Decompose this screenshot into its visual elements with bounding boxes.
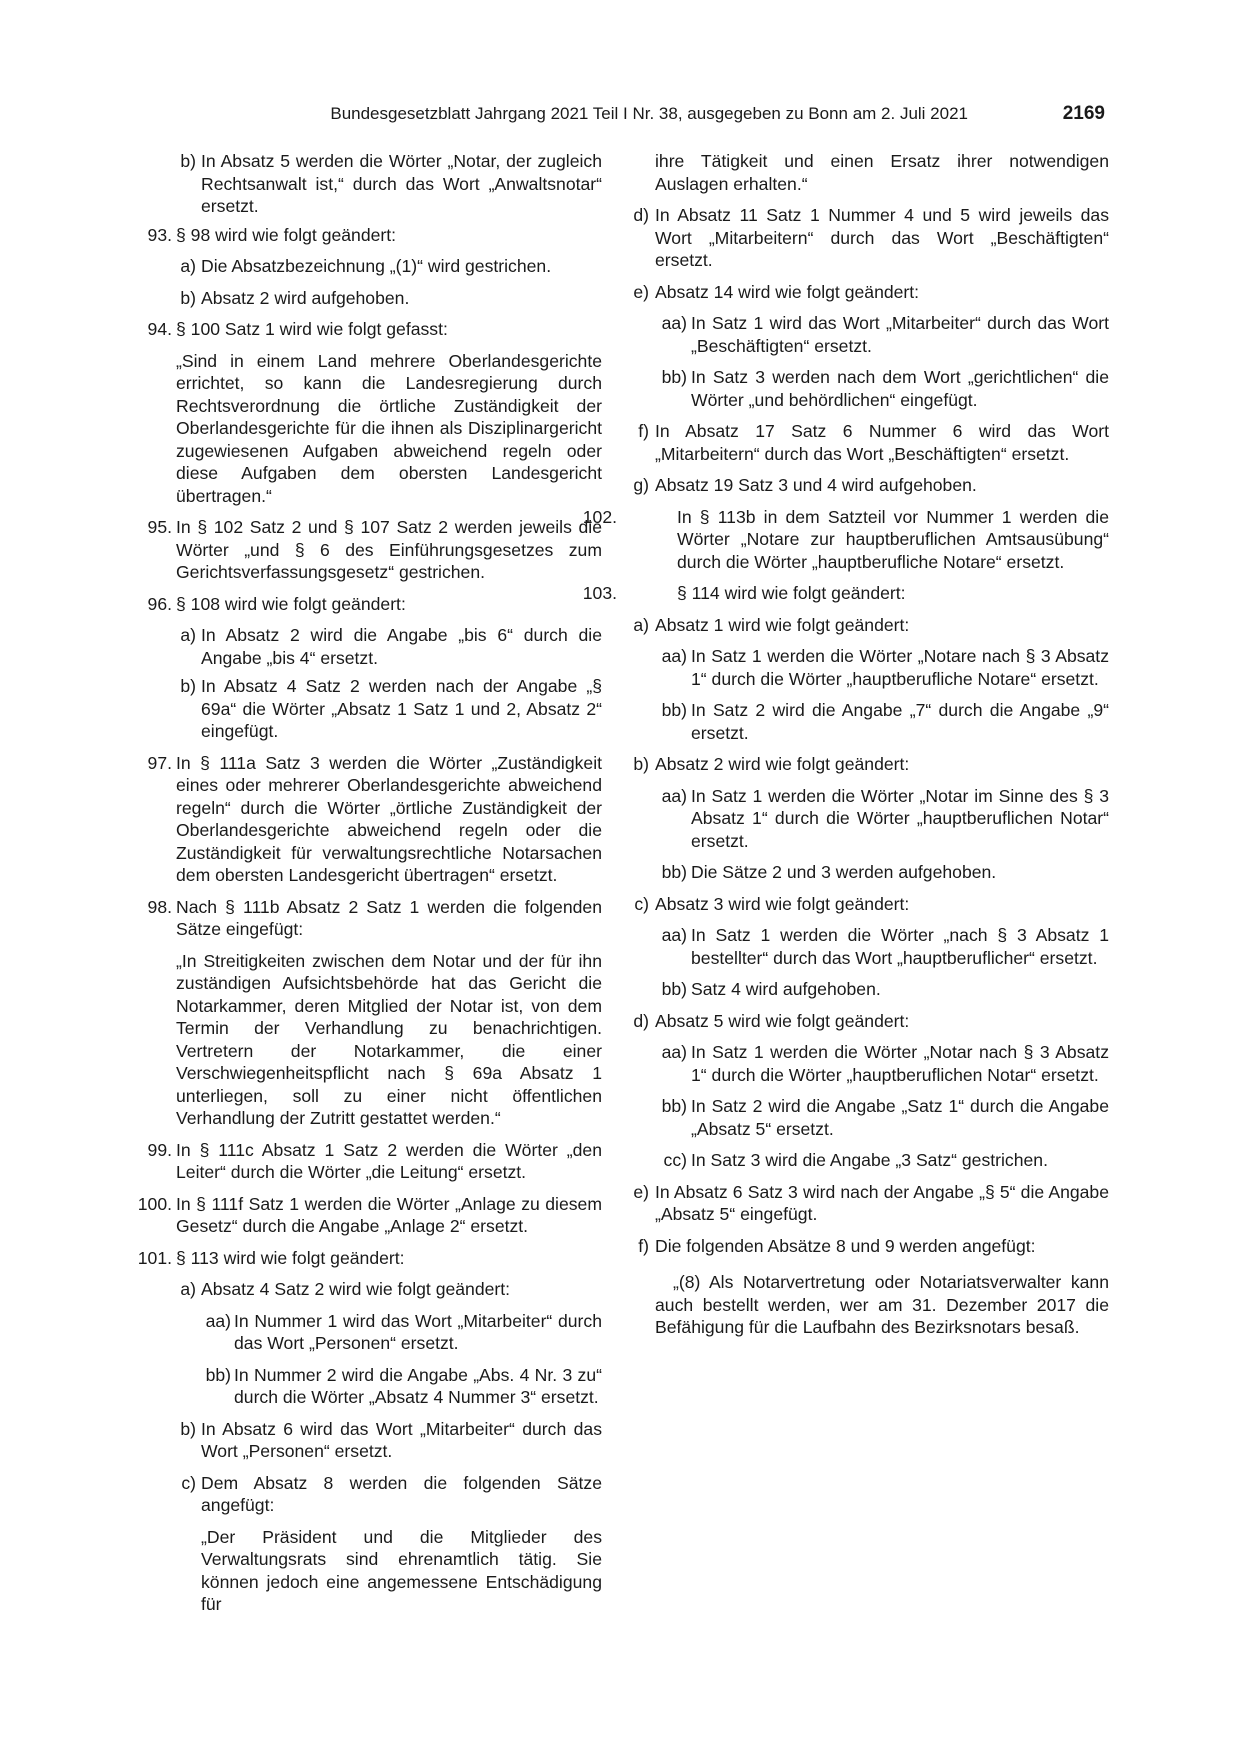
item-text: In § 111c Absatz 1 Satz 2 werden die Wörter „den Leiter“ durch die Wörter „die Leitung“ ersetzt. (176, 1139, 602, 1182)
item-mark: b) (180, 1418, 196, 1439)
item-text: Nach § 111b Absatz 2 Satz 1 werden die folgenden Sätze eingefügt: (176, 896, 602, 939)
page-number: 2169 (1062, 103, 1105, 124)
list-item (623, 1181, 1109, 1226)
item-text: Absatz 19 Satz 3 und 4 wird aufgehoben. (655, 475, 977, 495)
item-mark: a) (180, 256, 196, 276)
list-item (623, 312, 1109, 357)
item-text: In Satz 1 werden die Wörter „nach § 3 Absatz 1 bestellter“ durch das Wort „hauptberuflicher“ ersetzt. (691, 925, 1109, 968)
quote-text: „In Streitigkeiten zwischen dem Notar und der für ihn zuständigen Aufsichtsbehörde hat das Gericht die Notarkammer, deren Mitglied der Notar ist, von dem Termin der Verhandlung zu benachrichtigen. Vertretern der Notarkammer, die einer Verschwiegenheitspflicht nach § 69a Absatz 1 unterliegen, soll zu einer nicht öffentlichen Verhandlung der Zutritt gestattet werden.“ (176, 950, 602, 1128)
list-item (124, 516, 602, 584)
item-text: In Satz 2 wird die Angabe „7“ durch die Angabe „9“ ersetzt. (691, 700, 1109, 743)
list-item (124, 1139, 602, 1184)
list-item (623, 1095, 1109, 1140)
item-text: In Satz 3 wird die Angabe „3 Satz“ gestrichen. (691, 1150, 1048, 1170)
item-text: Dem Absatz 8 werden die folgenden Sätze angefügt: (201, 1472, 602, 1515)
list-item (623, 204, 1109, 272)
item-text: In Nummer 1 wird das Wort „Mitarbeiter“ durch das Wort „Personen“ ersetzt. (234, 1310, 602, 1353)
list-item (124, 287, 602, 310)
list-item (124, 752, 602, 887)
quoted-text (124, 350, 602, 508)
item-mark: 99. (147, 1139, 172, 1160)
item-text: In Absatz 17 Satz 6 Nummer 6 wird das Wort „Mitarbeitern“ durch das Wort „Beschäftigten“ ersetzt. (655, 421, 1109, 464)
list-item (124, 1418, 602, 1463)
item-text: § 113 wird wie folgt geändert: (176, 1247, 405, 1268)
item-mark: g) (633, 475, 649, 495)
item-text: In Absatz 2 wird die Angabe „bis 6“ durch die Angabe „bis 4“ ersetzt. (201, 625, 602, 668)
item-text: In Satz 1 werden die Wörter „Notar im Sinne des § 3 Absatz 1“ durch die Wörter „hauptberuflichen Notar“ ersetzt. (691, 785, 1109, 851)
item-text: In Satz 1 wird das Wort „Mitarbeiter“ durch das Wort „Beschäftigten“ ersetzt. (691, 313, 1109, 356)
item-text: In Satz 3 werden nach dem Wort „gerichtlichen“ die Wörter „und behördlichen“ eingefügt. (691, 367, 1109, 410)
item-mark: bb) (661, 862, 687, 882)
item-mark: 94. (147, 319, 172, 339)
item-mark: a) (180, 1279, 196, 1299)
item-mark: 100. (137, 1193, 172, 1214)
page-header (0, 101, 1241, 127)
item-text: § 98 wird wie folgt geändert: (176, 224, 397, 245)
item-mark: aa) (661, 1042, 687, 1062)
item-mark: 102. (582, 506, 617, 527)
quoted-text (124, 1526, 602, 1616)
item-text: § 114 wird wie folgt geändert: (677, 583, 906, 603)
list-item (623, 1235, 1109, 1258)
item-text: Die Sätze 2 und 3 werden aufgehoben. (691, 862, 997, 882)
list-item (623, 893, 1109, 916)
item-mark: f) (638, 1235, 649, 1256)
list-item (623, 614, 1109, 637)
list-item (623, 1010, 1109, 1033)
item-text: In § 102 Satz 2 und § 107 Satz 2 werden jeweils die Wörter „und § 6 des Einführungsgesetzes zum Gerichtsverfassungsgesetz“ gestrichen. (176, 517, 602, 582)
item-text: In Satz 1 werden die Wörter „Notar nach § 3 Absatz 1“ durch die Wörter „hauptberuflichen Notar“ ersetzt. (691, 1042, 1109, 1085)
list-item (623, 474, 1109, 497)
item-mark: f) (638, 421, 649, 441)
list-item (124, 593, 602, 616)
item-text: Satz 4 wird aufgehoben. (691, 979, 881, 999)
list-item (623, 924, 1109, 969)
item-text: In Absatz 4 Satz 2 werden nach der Angabe „§ 69a“ die Wörter „Absatz 1 Satz 1 und 2, Absatz 2“ eingefügt. (201, 676, 602, 741)
quote-text: „(8) Als Notarvertretung oder Notariatsverwalter kann auch bestellt werden, wer am 31. Dezember 2017 die Befähigung für die Laufbahn des Bezirksnotars besaß. (655, 1272, 1109, 1337)
item-text: In Satz 2 wird die Angabe „Satz 1“ durch die Angabe „Absatz 5“ ersetzt. (691, 1096, 1109, 1139)
list-item (623, 645, 1109, 690)
item-text: In Absatz 11 Satz 1 Nummer 4 und 5 wird jeweils das Wort „Mitarbeitern“ durch das Wort „Beschäftigten“ ersetzt. (655, 205, 1109, 270)
item-text: § 100 Satz 1 wird wie folgt gefasst: (176, 319, 448, 339)
item-text: In Absatz 6 wird das Wort „Mitarbeiter“ durch das Wort „Personen“ ersetzt. (201, 1418, 602, 1461)
item-mark: b) (633, 754, 649, 774)
list-item (124, 896, 602, 941)
item-mark: a) (633, 614, 649, 635)
item-mark: 95. (147, 517, 172, 537)
item-mark: bb) (661, 367, 687, 387)
item-mark: c) (181, 1472, 196, 1493)
item-mark: e) (633, 1181, 649, 1202)
item-text: Absatz 2 wird wie folgt geändert: (655, 754, 910, 774)
item-mark: bb) (661, 700, 687, 720)
item-mark: aa) (661, 646, 687, 666)
item-text: Absatz 4 Satz 2 wird wie folgt geändert: (201, 1279, 511, 1299)
item-mark: a) (180, 625, 196, 645)
continuation-text (623, 150, 1109, 195)
right-column (582, 150, 1109, 1339)
quote-text: „Der Präsident und die Mitglieder des Verwaltungsrats sind ehrenamtlich tätig. Sie können jedoch eine angemessene Entschädigung für (201, 1526, 602, 1614)
item-mark: 103. (582, 583, 617, 603)
item-text: § 108 wird wie folgt geändert: (176, 593, 406, 614)
item-text: Absatz 3 wird wie folgt geändert: (655, 893, 910, 914)
quoted-text (124, 950, 602, 1130)
item-mark: bb) (661, 979, 687, 999)
list-item (124, 255, 602, 278)
item-text: In § 111f Satz 1 werden die Wörter „Anlage zu diesem Gesetz“ durch die Angabe „Anlage 2“ ersetzt. (176, 1193, 602, 1236)
list-item (567, 582, 1109, 605)
item-mark: cc) (663, 1150, 687, 1170)
item-mark: aa) (205, 1310, 231, 1331)
list-item (124, 150, 602, 218)
item-text: Absatz 5 wird wie folgt geändert: (655, 1010, 910, 1031)
item-mark: bb) (661, 1096, 687, 1116)
item-mark: d) (633, 205, 649, 225)
item-mark: b) (180, 676, 196, 696)
quoted-text (623, 1271, 1109, 1339)
item-mark: bb) (205, 1364, 231, 1385)
item-text: In Nummer 2 wird die Angabe „Abs. 4 Nr. 3 zu“ durch die Wörter „Absatz 4 Nummer 3“ ersetzt. (234, 1364, 602, 1407)
item-text: Die Absatzbezeichnung „(1)“ wird gestrichen. (201, 256, 552, 276)
list-item (124, 318, 602, 341)
list-item (567, 506, 1109, 574)
list-item (623, 420, 1109, 465)
item-text: In § 113b in dem Satzteil vor Nummer 1 werden die Wörter „Notare zur hauptberuflichen Amtsausübung“ durch die Wörter „hauptberufliche Notare“ ersetzt. (677, 506, 1109, 572)
item-text: In Absatz 6 Satz 3 wird nach der Angabe „§ 5“ die Angabe „Absatz 5“ eingefügt. (655, 1181, 1109, 1224)
list-item (124, 675, 602, 743)
item-text: Absatz 2 wird aufgehoben. (201, 287, 410, 308)
list-item (623, 785, 1109, 853)
item-mark: d) (633, 1010, 649, 1031)
item-mark: 98. (147, 896, 172, 917)
item-text: Absatz 14 wird wie folgt geändert: (655, 281, 920, 302)
list-item (124, 624, 602, 669)
item-text: ihre Tätigkeit und einen Ersatz ihrer notwendigen Auslagen erhalten.“ (655, 151, 1109, 194)
item-mark: b) (180, 151, 196, 171)
list-item (124, 1310, 602, 1355)
list-item (124, 1364, 602, 1409)
list-item (623, 1149, 1109, 1172)
gazette-header: Bundesgesetzblatt Jahrgang 2021 Teil I Nr. 38, ausgegeben zu Bonn am 2. Juli 2021 (330, 104, 968, 123)
list-item (124, 1278, 602, 1301)
list-item (623, 753, 1109, 776)
item-mark: aa) (661, 925, 687, 945)
item-mark: 96. (147, 593, 172, 614)
item-text: In Satz 1 werden die Wörter „Notare nach § 3 Absatz 1“ durch die Wörter „hauptberufliche Notare“ ersetzt. (691, 646, 1109, 689)
item-mark: 93. (147, 224, 172, 245)
quote-text: „Sind in einem Land mehrere Oberlandesgerichte errichtet, so kann die Landesregierung durch Rechtsverordnung die örtliche Zuständigkeit der Oberlandesgerichte für die ihnen als Disziplinargericht zugewiesenen Aufgaben abweichend regeln oder diese Aufgaben dem obersten Landesgericht übertragen.“ (176, 350, 602, 506)
list-item (124, 1472, 602, 1517)
item-text: Absatz 1 wird wie folgt geändert: (655, 614, 910, 635)
list-item (124, 224, 602, 247)
list-item (623, 978, 1109, 1001)
list-item (623, 861, 1109, 884)
item-mark: aa) (661, 313, 687, 333)
left-column (124, 150, 602, 1616)
list-item (124, 1193, 602, 1238)
item-mark: b) (180, 287, 196, 308)
item-text: In § 111a Satz 3 werden die Wörter „Zuständigkeit eines oder mehrerer Oberlandesgerichte abweichend regeln“ durch die Wörter „örtliche Zuständigkeit der Oberlandesgerichte abweichend regeln oder die Zuständigkeit für verwaltungsrechtliche Notarsachen dem obersten Landesgericht übertragen“ ersetzt. (176, 752, 602, 885)
item-text: Die folgenden Absätze 8 und 9 werden angefügt: (655, 1235, 1036, 1256)
item-text: In Absatz 5 werden die Wörter „Notar, der zugleich Rechtsanwalt ist,“ durch das Wort „Anwaltsnotar“ ersetzt. (201, 151, 602, 216)
list-item (623, 699, 1109, 744)
item-mark: 97. (147, 752, 172, 773)
item-mark: 101. (137, 1247, 172, 1268)
item-mark: c) (634, 893, 649, 914)
list-item (124, 1247, 602, 1270)
item-mark: e) (633, 281, 649, 302)
list-item (623, 281, 1109, 304)
list-item (623, 366, 1109, 411)
list-item (623, 1041, 1109, 1086)
item-mark: aa) (661, 785, 687, 806)
